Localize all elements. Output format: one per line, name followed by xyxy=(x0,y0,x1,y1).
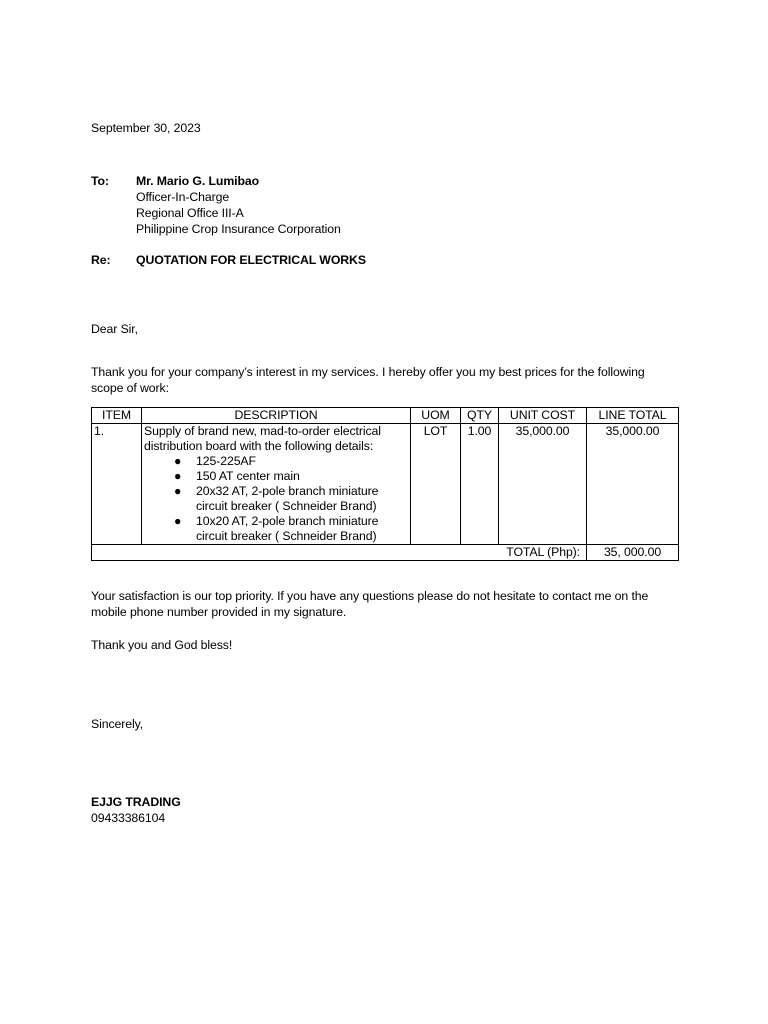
cell-line-total: 35,000.00 xyxy=(587,424,679,545)
header-item: ITEM xyxy=(92,408,142,424)
intro-line: scope of work: xyxy=(91,381,169,395)
detail-text: 20x32 AT, 2-pole branch miniature xyxy=(196,484,379,498)
cell-item: 1. xyxy=(92,424,142,545)
detail-list-item xyxy=(174,469,408,484)
detail-text: 150 AT center main xyxy=(196,469,300,483)
closing-paragraph xyxy=(91,588,648,620)
bullet-icon: ● xyxy=(174,514,182,528)
blessing-line: Thank you and God bless! xyxy=(91,638,233,652)
table-row xyxy=(92,424,679,545)
detail-text: circuit breaker ( Schneider Brand) xyxy=(196,529,377,543)
bullet-icon: ● xyxy=(174,484,182,498)
bullet-icon: ● xyxy=(174,454,182,468)
detail-text: 10x20 AT, 2-pole branch miniature xyxy=(196,514,379,528)
detail-list-item xyxy=(174,484,408,514)
intro-paragraph xyxy=(91,364,645,396)
cell-qty: 1.00 xyxy=(461,424,499,545)
header-description: DESCRIPTION xyxy=(142,408,411,424)
detail-text: 125-225AF xyxy=(196,454,256,468)
detail-list xyxy=(144,454,408,544)
re-label: Re: xyxy=(91,253,111,267)
description-line: distribution board with the following details: xyxy=(144,439,374,453)
recipient-name: Mr. Mario G. Lumibao xyxy=(136,174,260,188)
cell-description xyxy=(142,424,411,545)
total-row xyxy=(92,545,679,561)
to-label: To: xyxy=(91,174,109,188)
intro-line: Thank you for your company’s interest in my services. I hereby offer you my best prices for the following xyxy=(91,365,645,379)
cell-unit-cost: 35,000.00 xyxy=(499,424,587,545)
sender-name: EJJG TRADING xyxy=(91,795,181,809)
letter-date: September 30, 2023 xyxy=(91,121,201,135)
quotation-table xyxy=(91,407,679,561)
closing-line: Your satisfaction is our top priority. If you have any questions please do not hesitate to contact me on the xyxy=(91,589,649,603)
closing-line: mobile phone number provided in my signature. xyxy=(91,605,347,619)
cell-uom: LOT xyxy=(411,424,461,545)
detail-list-item xyxy=(174,454,408,469)
recipient-block xyxy=(136,173,341,237)
table-header-row xyxy=(92,408,679,424)
total-label: TOTAL (Php): xyxy=(92,545,587,561)
sender-phone: 09433386104 xyxy=(91,811,166,825)
header-line-total: LINE TOTAL xyxy=(587,408,679,424)
salutation: Dear Sir, xyxy=(91,322,138,336)
recipient-office: Regional Office III-A xyxy=(136,206,244,220)
header-uom: UOM xyxy=(411,408,461,424)
detail-text: circuit breaker ( Schneider Brand) xyxy=(196,499,377,513)
recipient-organization: Philippine Crop Insurance Corporation xyxy=(136,222,341,236)
bullet-icon: ● xyxy=(174,469,182,483)
header-qty: QTY xyxy=(461,408,499,424)
description-line: Supply of brand new, mad-to-order electrical xyxy=(144,424,381,438)
total-value: 35, 000.00 xyxy=(587,545,679,561)
subject-line: QUOTATION FOR ELECTRICAL WORKS xyxy=(136,253,366,267)
header-unit-cost: UNIT COST xyxy=(499,408,587,424)
signoff: Sincerely, xyxy=(91,717,144,731)
recipient-title: Officer-In-Charge xyxy=(136,190,230,204)
detail-list-item xyxy=(174,514,408,544)
